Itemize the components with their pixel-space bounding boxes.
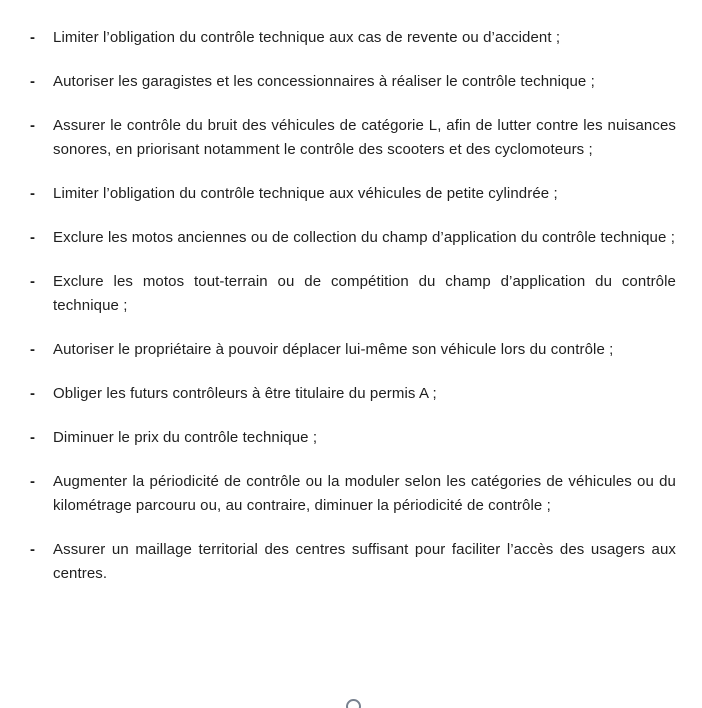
list-item	[30, 538, 676, 586]
list-item	[30, 426, 676, 450]
bullet-dash: -	[30, 273, 35, 290]
list-item	[30, 114, 676, 162]
bullet-dash: -	[30, 117, 35, 134]
list-item-text: Exclure les motos tout-terrain ou de compétition du champ d’application du contrôle technique ;	[53, 273, 676, 314]
list-item	[30, 26, 676, 50]
bullet-dash: -	[30, 473, 35, 490]
bullet-dash: -	[30, 429, 35, 446]
bullet-dash: -	[30, 185, 35, 202]
list-item-text: Limiter l’obligation du contrôle technique aux cas de revente ou d’accident ;	[53, 29, 561, 46]
list-item-text: Diminuer le prix du contrôle technique ;	[53, 429, 318, 446]
list-item	[30, 382, 676, 406]
list-item-text: Exclure les motos anciennes ou de collection du champ d’application du contrôle technique ;	[53, 229, 675, 246]
bullet-dash: -	[30, 229, 35, 246]
list-item-text: Augmenter la périodicité de contrôle ou la moduler selon les catégories de véhicules ou du kilométrage parcouru ou, au contraire, diminuer la périodicité de contrôle ;	[53, 473, 676, 514]
bullet-dash: -	[30, 73, 35, 90]
list-item	[30, 270, 676, 318]
list-item	[30, 338, 676, 362]
bullet-dash: -	[30, 29, 35, 46]
bullet-dash: -	[30, 541, 35, 558]
list-item	[30, 182, 676, 206]
bullet-dash: -	[30, 385, 35, 402]
bullet-list	[30, 26, 676, 586]
list-item	[30, 470, 676, 518]
bullet-dash: -	[30, 341, 35, 358]
list-item-text: Autoriser le propriétaire à pouvoir déplacer lui-même son véhicule lors du contrôle ;	[53, 341, 614, 358]
list-item-text: Assurer un maillage territorial des centres suffisant pour faciliter l’accès des usagers aux centres.	[53, 541, 676, 582]
list-item	[30, 226, 676, 250]
list-item-text: Limiter l’obligation du contrôle technique aux véhicules de petite cylindrée ;	[53, 185, 558, 202]
page-number-circle-arc	[346, 699, 361, 708]
list-item-text: Assurer le contrôle du bruit des véhicules de catégorie L, afin de lutter contre les nuisances sonores, en priorisant notamment le contrôle des scooters et des cyclomoteurs ;	[53, 117, 676, 158]
list-item-text: Autoriser les garagistes et les concessionnaires à réaliser le contrôle technique ;	[53, 73, 595, 90]
list-item	[30, 70, 676, 94]
list-item-text: Obliger les futurs contrôleurs à être titulaire du permis A ;	[53, 385, 437, 402]
